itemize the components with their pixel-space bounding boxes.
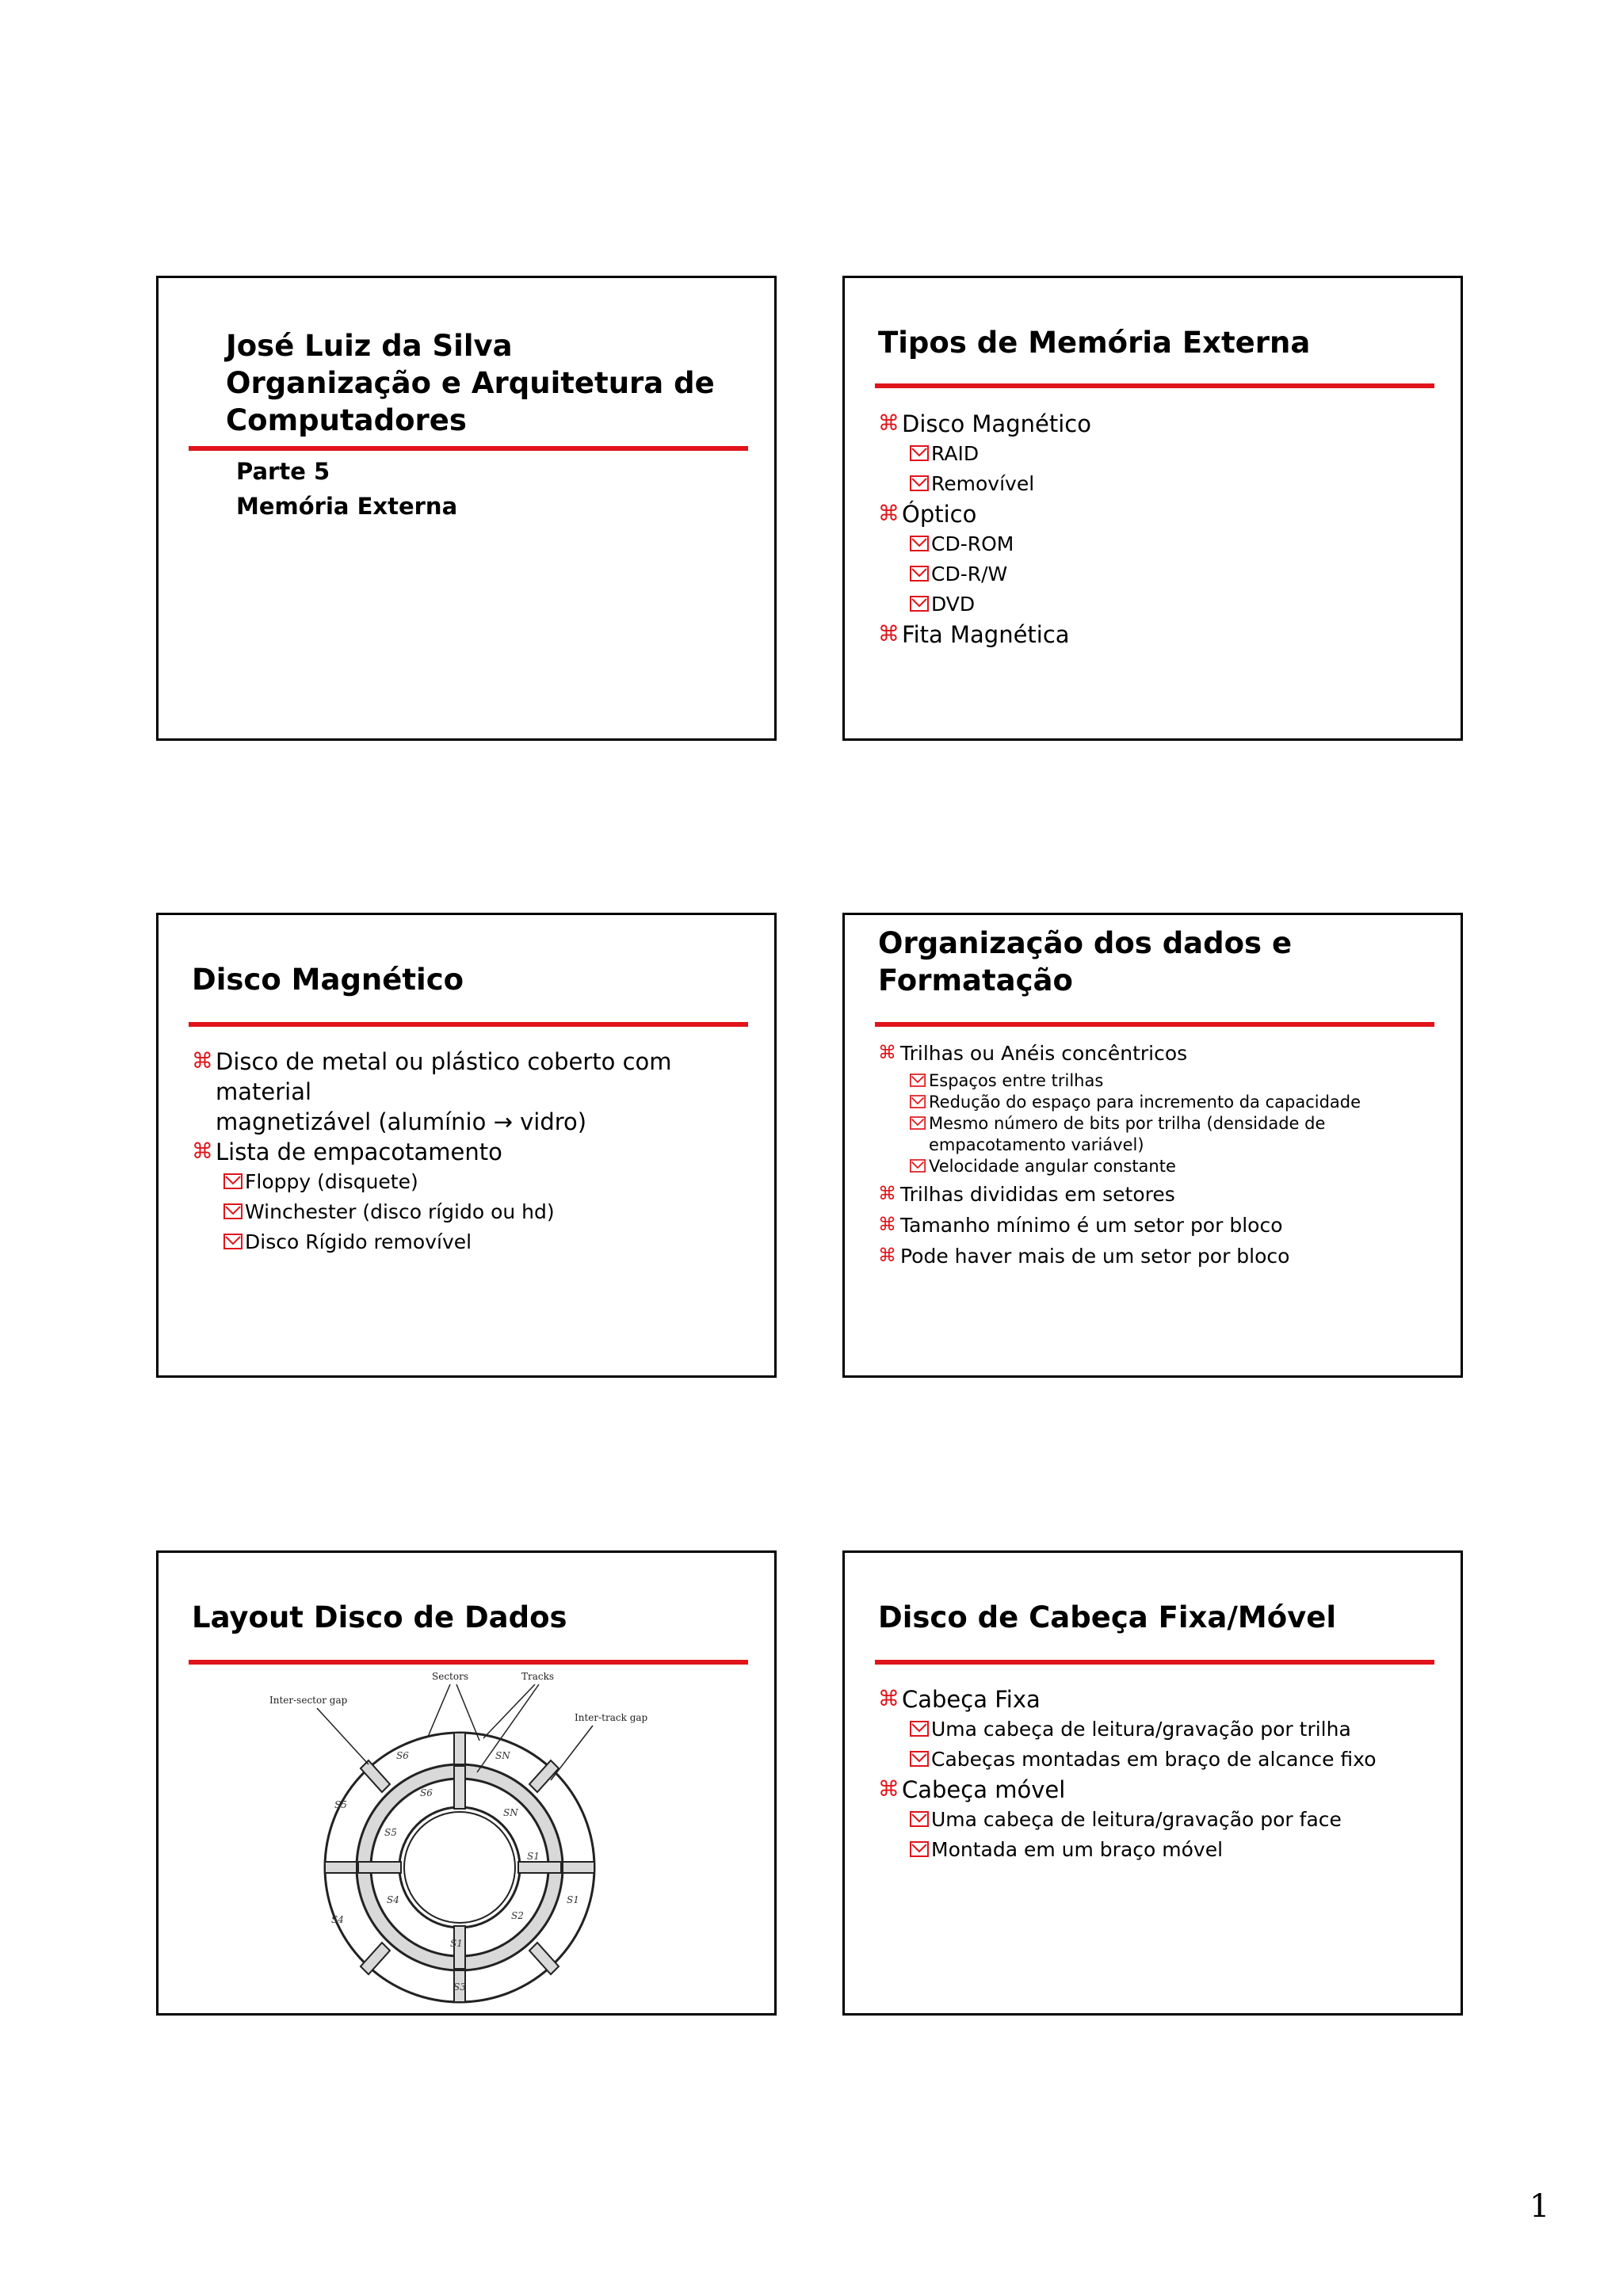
bullet-item: ⌘ Óptico [878, 501, 977, 528]
leader-line [428, 1684, 450, 1737]
label-tracks: Tracks [521, 1671, 555, 1682]
sub-bullet-item: CD-R/W [910, 559, 1437, 589]
sub-bullet-item: CD-ROM [910, 529, 1437, 559]
command-bullet-icon: ⌘ [192, 1049, 213, 1074]
subtitle-part: Parte 5 [236, 458, 330, 485]
sub-bullet-item: RAID [910, 439, 1437, 469]
leader-line [317, 1708, 369, 1764]
sector-gap [563, 1862, 594, 1873]
command-bullet-icon: ⌘ [878, 1043, 896, 1063]
title-line: Formatação [878, 963, 1073, 997]
slide-heading: Disco Magnético [192, 963, 464, 997]
sub-bullet-item: Floppy (disquete) [223, 1167, 750, 1197]
title-rule [189, 1022, 748, 1027]
checkbox-bullet-icon [910, 439, 931, 461]
leader-line [551, 1726, 593, 1780]
title-line: Organização e Arquitetura de [226, 366, 715, 400]
bullet-item: ⌘ Disco de metal ou plástico coberto com material magnetizável (alumínio → vidro) [192, 1048, 672, 1135]
bullet-item: ⌘ Cabeça Fixa [878, 1686, 1041, 1713]
command-bullet-icon: ⌘ [878, 1245, 896, 1266]
sector-gap [325, 1862, 357, 1873]
sub-bullet-item: Uma cabeça de leitura/gravação por face [910, 1805, 1437, 1835]
checkbox-bullet-icon [910, 529, 931, 551]
sub-bullet-item: Winchester (disco rígido ou hd) [223, 1197, 750, 1227]
subtitle-topic: Memória Externa [236, 493, 458, 520]
label-inter-sector-gap: Inter-sector gap [269, 1695, 348, 1706]
command-bullet-icon: ⌘ [878, 1184, 896, 1204]
checkbox-bullet-icon [910, 1805, 931, 1827]
checkbox-bullet-icon [910, 1835, 931, 1857]
slide-tipos-memoria [842, 276, 1463, 741]
slide-organizacao-dados [842, 913, 1463, 1378]
bullet-item: ⌘ Tamanho mínimo é um setor por bloco [878, 1211, 1437, 1239]
slide-body [878, 1684, 1437, 1865]
sector-gap [454, 1733, 465, 1764]
checkbox-bullet-icon [910, 559, 931, 582]
bullet-item: ⌘ Pode haver mais de um setor por bloco [878, 1242, 1437, 1270]
disk-hub [404, 1812, 515, 1923]
title-line: José Luiz da Silva [226, 329, 513, 363]
command-bullet-icon: ⌘ [878, 502, 899, 526]
slide-body [878, 409, 1437, 650]
sector-label: S6 [420, 1787, 433, 1798]
sector-gap [518, 1862, 561, 1873]
command-bullet-icon: ⌘ [878, 622, 899, 646]
sector-label: S5 [384, 1827, 397, 1838]
title-rule [875, 383, 1434, 388]
sub-bullet-item: Espaços entre trilhas [910, 1070, 1437, 1092]
label-sectors: Sectors [432, 1671, 468, 1682]
slide-body [878, 1039, 1437, 1273]
command-bullet-icon: ⌘ [192, 1139, 213, 1164]
command-bullet-icon: ⌘ [878, 1687, 899, 1711]
subtitle [236, 454, 457, 524]
checkbox-bullet-icon [223, 1197, 245, 1219]
sector-label: S4 [331, 1914, 344, 1925]
title-line: Organização dos dados e [878, 926, 1293, 960]
sector-label: S2 [511, 1910, 524, 1921]
sector-label: S1 [450, 1938, 463, 1949]
sub-bullet-item: Disco Rígido removível [223, 1227, 750, 1257]
checkbox-bullet-icon [910, 1156, 929, 1173]
sub-bullet-item: Mesmo número de bits por trilha (densidade de empacotamento variável) [910, 1113, 1437, 1156]
sector-gap [358, 1862, 401, 1873]
title-rule [875, 1022, 1434, 1027]
checkbox-bullet-icon [910, 589, 931, 612]
command-bullet-icon: ⌘ [878, 1215, 896, 1235]
checkbox-bullet-icon [910, 1070, 929, 1087]
sector-label: SN [495, 1750, 510, 1761]
slide-heading: Tipos de Memória Externa [878, 326, 1311, 360]
sector-label: S3 [453, 1981, 466, 1993]
checkbox-bullet-icon [910, 1714, 931, 1737]
leader-line [483, 1684, 535, 1738]
bullet-item: ⌘ Trilhas divididas em setores [878, 1180, 1437, 1208]
bullet-item: ⌘ Fita Magnética [878, 621, 1070, 648]
checkbox-bullet-icon [910, 1113, 929, 1130]
sub-bullet-item: Cabeças montadas em braço de alcance fixo [910, 1745, 1437, 1775]
slide-heading: Layout Disco de Dados [192, 1600, 567, 1634]
sub-bullet-item: Redução do espaço para incremento da capacidade [910, 1092, 1437, 1113]
bullet-item: ⌘ Lista de empacotamento [192, 1138, 502, 1165]
slide-title [156, 276, 777, 741]
disk-layout-diagram [269, 1665, 650, 2006]
bullet-item: ⌘ Cabeça móvel [878, 1776, 1066, 1803]
sector-label: S1 [567, 1894, 579, 1905]
arrow-right-icon: → [493, 1108, 513, 1135]
slide-layout-disco [156, 1550, 777, 2016]
checkbox-bullet-icon [223, 1227, 245, 1249]
sub-bullet-item: Montada em um braço móvel [910, 1835, 1437, 1865]
slide-body [192, 1047, 750, 1257]
sector-label: S5 [334, 1799, 347, 1810]
checkbox-bullet-icon [910, 1092, 929, 1108]
title-line: Computadores [226, 403, 467, 437]
sub-bullet-item: Removível [910, 469, 1437, 499]
sector-label: S1 [527, 1851, 540, 1862]
slide-disco-magnetico [156, 913, 777, 1378]
checkbox-bullet-icon [910, 1745, 931, 1767]
sector-label: SN [503, 1807, 518, 1818]
sector-gap [454, 1766, 465, 1809]
page-number: 1 [1529, 2188, 1550, 2225]
sub-bullet-item: DVD [910, 589, 1437, 620]
sector-label: S6 [396, 1750, 409, 1761]
sub-bullet-item: Velocidade angular constante [910, 1156, 1437, 1177]
title-rule [189, 1660, 748, 1665]
title-rule [875, 1660, 1434, 1665]
bullet-item: ⌘ Disco Magnético [878, 410, 1091, 437]
label-inter-track-gap: Inter-track gap [575, 1712, 648, 1723]
command-bullet-icon: ⌘ [878, 1777, 899, 1802]
slide-title-heading [226, 327, 715, 439]
command-bullet-icon: ⌘ [878, 411, 899, 436]
slide-heading: Disco de Cabeça Fixa/Móvel [878, 1600, 1337, 1634]
title-rule [189, 446, 748, 451]
sub-bullet-item: Uma cabeça de leitura/gravação por trilha [910, 1714, 1437, 1745]
checkbox-bullet-icon [223, 1167, 245, 1189]
slide-heading [878, 925, 1292, 999]
bullet-item: ⌘ Trilhas ou Anéis concêntricos [878, 1039, 1437, 1067]
checkbox-bullet-icon [910, 469, 931, 491]
slide-disco-cabeca [842, 1550, 1463, 2016]
sector-label: S4 [387, 1894, 399, 1905]
